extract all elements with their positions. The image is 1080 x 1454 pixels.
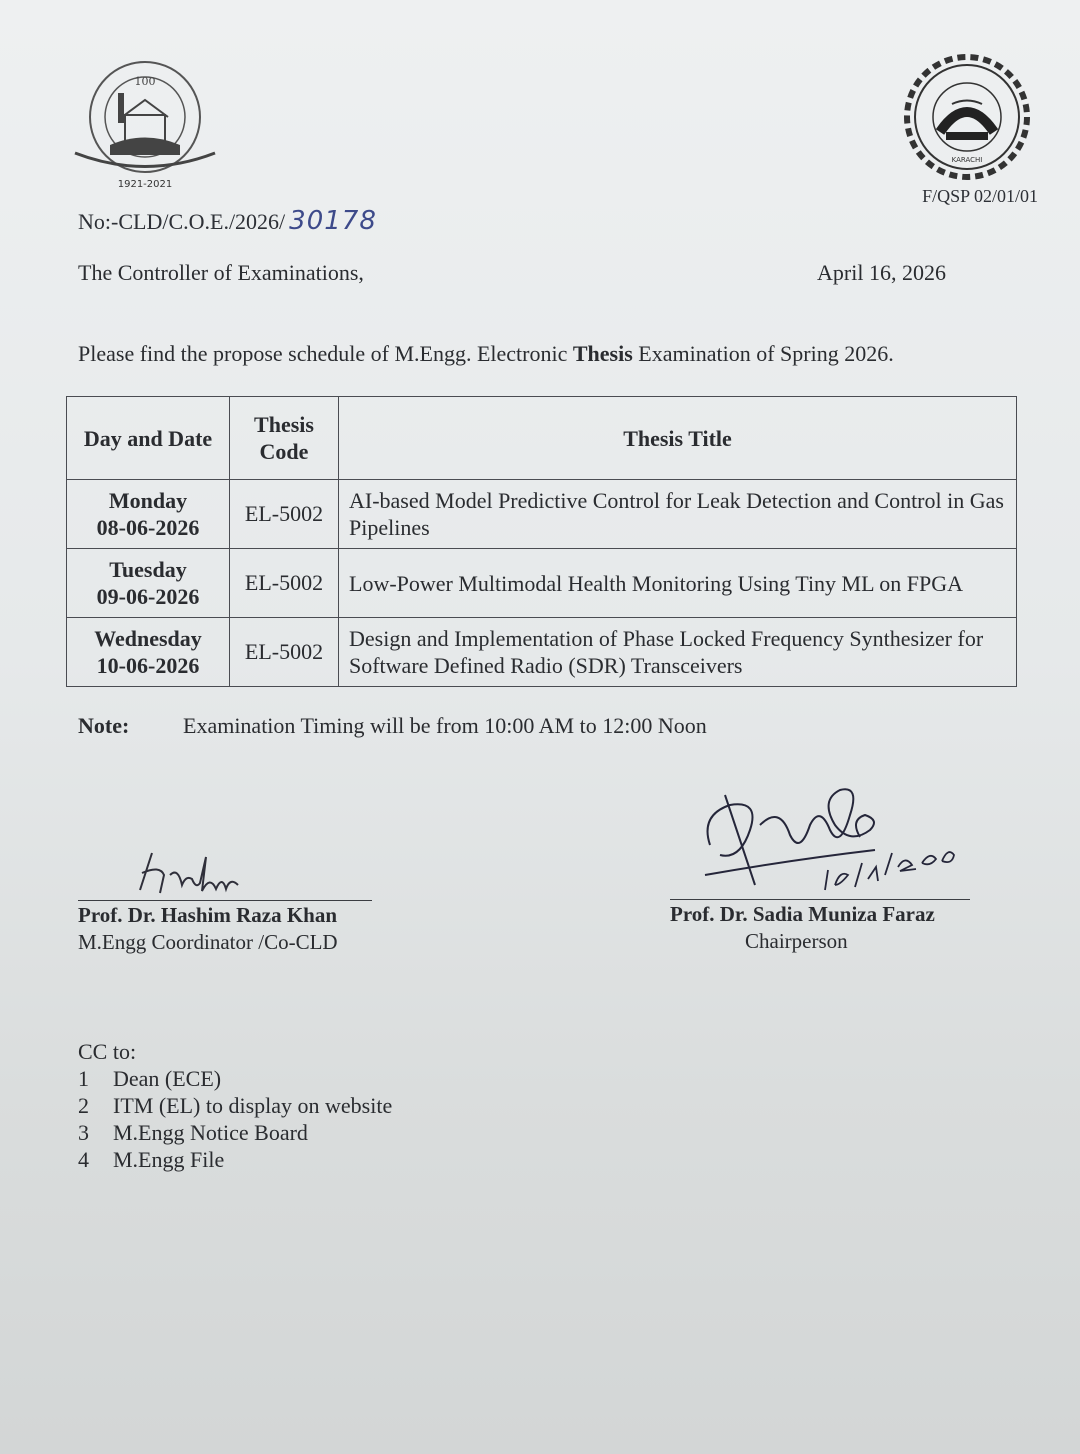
thesis-code-cell: EL-5002 <box>230 549 339 618</box>
exam-schedule-table <box>66 396 1017 687</box>
ned-centenary-logo <box>70 55 220 195</box>
thesis-code-cell: EL-5002 <box>230 618 339 687</box>
table-row <box>67 618 1017 687</box>
signatory-right-name: Prof. Dr. Sadia Muniza Faraz <box>670 902 935 926</box>
reference-prefix: No:-CLD/C.O.E./2026/ <box>78 209 286 234</box>
svg-text:100: 100 <box>134 75 156 88</box>
signature-line-left <box>78 900 372 901</box>
table-header-row <box>67 397 1017 480</box>
signature-sadia <box>690 775 980 900</box>
signature-line-right <box>670 899 970 900</box>
svg-text:KARACHI: KARACHI <box>951 156 983 164</box>
header-thesis-title: Thesis Title <box>339 397 1017 480</box>
header-thesis-code: Thesis Code <box>230 397 339 480</box>
thesis-title-cell: Design and Implementation of Phase Locked Frequency Synthesizer for Software Defined Radio (SDR) Transceivers <box>339 618 1017 687</box>
logo-years: 1921-2021 <box>117 179 173 190</box>
reference-number <box>78 206 377 236</box>
day-date-cell: Monday 08-06-2026 <box>67 480 230 549</box>
form-code: F/QSP 02/01/01 <box>922 186 1038 206</box>
ned-university-seal <box>902 52 1032 182</box>
handwritten-reference-number: 30178 <box>289 206 377 236</box>
signature-hashim <box>130 845 250 905</box>
list-item: 1 Dean (ECE) <box>78 1066 222 1091</box>
letter-date: April 16, 2026 <box>817 260 946 285</box>
intro-paragraph: Please find the propose schedule of M.Engg. Electronic Thesis Examination of Spring 2026. <box>78 341 894 366</box>
signatory-left-title: M.Engg Coordinator /Co-CLD <box>78 930 338 954</box>
cc-label: CC to: <box>78 1039 137 1064</box>
day-date-cell: Tuesday 09-06-2026 <box>67 549 230 618</box>
note-text: Examination Timing will be from 10:00 AM to 12:00 Noon <box>183 713 707 738</box>
thesis-title-cell: Low-Power Multimodal Health Monitoring Using Tiny ML on FPGA <box>339 549 1017 618</box>
thesis-code-cell: EL-5002 <box>230 480 339 549</box>
signatory-left-name: Prof. Dr. Hashim Raza Khan <box>78 903 338 927</box>
list-item: 4 M.Engg File <box>78 1147 225 1172</box>
note-label: Note: <box>78 713 130 738</box>
table-row <box>67 549 1017 618</box>
cc-list <box>78 1038 392 1173</box>
table-row <box>67 480 1017 549</box>
day-date-cell: Wednesday 10-06-2026 <box>67 618 230 687</box>
signatory-right-title: Chairperson <box>745 929 848 953</box>
addressee: The Controller of Examinations, <box>78 260 364 285</box>
list-item: 2 ITM (EL) to display on website <box>78 1093 393 1118</box>
list-item: 3 M.Engg Notice Board <box>78 1120 308 1145</box>
thesis-title-cell: AI-based Model Predictive Control for Leak Detection and Control in Gas Pipelines <box>339 480 1017 549</box>
header-day-date: Day and Date <box>67 397 230 480</box>
